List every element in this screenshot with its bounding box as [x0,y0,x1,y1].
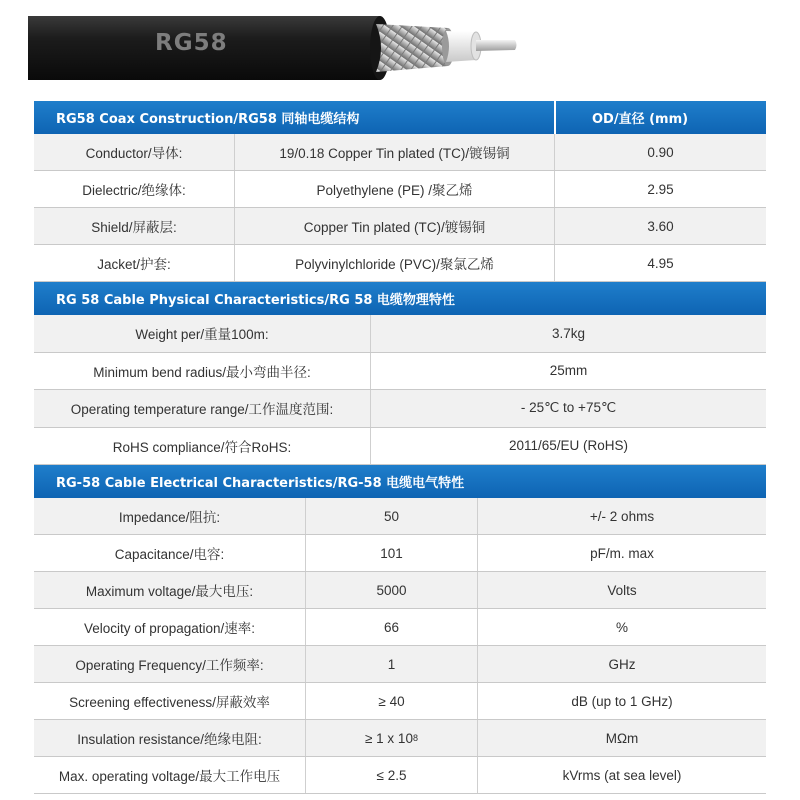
table-row [34,245,766,282]
property-name: RoHS compliance/符合RoHS: [112,439,292,455]
exponent-superscript: 8 [412,733,418,743]
coax-cable-icon [0,0,800,100]
property-name: Maximum voltage/最大电压: [85,584,254,599]
physical-table [34,315,766,465]
property-value: 2011/65/EU (RoHS) [370,428,766,465]
property-value: 101 [305,535,477,571]
property-unit: kVrms (at sea level) [477,757,766,793]
table-row [34,572,766,609]
component-od: 2.95 [554,171,766,207]
component-material: Copper Tin plated (TC)/镀锡铜 [234,208,554,244]
table-row [34,315,766,353]
component-name: Shield/屏蔽层: [91,220,177,235]
property-name: Capacitance/电容: [114,547,225,562]
table-row [34,208,766,245]
construction-title: RG58 Coax Construction/RG58 同轴电缆结构 [56,112,360,127]
table-row [34,646,766,683]
property-value: ≤ 2.5 [305,757,477,793]
component-od: 3.60 [554,208,766,244]
property-name: Impedance/阻抗: [118,510,221,525]
property-value: 66 [305,609,477,645]
component-name: Dielectric/绝缘体: [82,183,186,198]
component-material: Polyethylene (PE) /聚乙烯 [234,171,554,207]
physical-title: RG 58 Cable Physical Characteristics/RG 58 电缆物理特性 [56,293,455,308]
component-material: 19/0.18 Copper Tin plated (TC)/镀锡铜 [234,134,554,170]
property-name: Operating temperature range/工作温度范围: [70,402,334,418]
electrical-table [34,498,766,794]
property-name: Velocity of propagation/速率: [83,621,256,636]
spec-sheet [34,101,766,794]
property-value: 50 [305,498,477,534]
electrical-header [34,465,766,498]
property-name: Screening effectiveness/屏蔽效率 [69,695,270,710]
property-name: Insulation resistance/绝缘电阻: [77,732,262,747]
property-unit: pF/m. max [477,535,766,571]
property-value: ≥ 1 x 10 8 [305,720,477,756]
table-row [34,353,766,391]
property-unit: % [477,609,766,645]
property-value: 5000 [305,572,477,608]
component-name: Jacket/护套: [97,257,171,272]
property-name: Operating Frequency/工作频率: [75,658,264,673]
property-value: ≥ 40 [305,683,477,719]
construction-table [34,134,766,282]
component-name: Conductor/导体: [85,146,183,161]
table-row [34,428,766,466]
table-row [34,683,766,720]
table-row [34,171,766,208]
property-value: - 25℃ to +75℃ [370,390,766,427]
component-od: 0.90 [554,134,766,170]
property-value: 25mm [370,353,766,390]
physical-header [34,282,766,315]
table-row [34,609,766,646]
property-unit: +/- 2 ohms [477,498,766,534]
property-unit: GHz [477,646,766,682]
table-row [34,134,766,171]
table-row [34,390,766,428]
component-od: 4.95 [554,245,766,281]
table-row [34,498,766,535]
property-value: 3.7kg [370,315,766,352]
property-name: Weight per/重量100m: [135,327,269,343]
cable-print-label: RG58 [155,30,228,56]
property-name: Max. operating voltage/最大工作电压 [58,769,281,784]
component-material: Polyvinylchloride (PVC)/聚氯乙烯 [234,245,554,281]
electrical-title: RG-58 Cable Electrical Characteristics/RG-58 电缆电气特性 [56,476,465,491]
od-header: OD/直径 (mm) [554,101,766,134]
construction-header [34,101,766,134]
property-value: 1 [305,646,477,682]
table-row [34,535,766,572]
table-row [34,720,766,757]
property-unit: dB (up to 1 GHz) [477,683,766,719]
property-name: Minimum bend radius/最小弯曲半径: [93,364,311,380]
property-unit: MΩm [477,720,766,756]
cable-illustration [0,0,800,100]
property-unit: Volts [477,572,766,608]
table-row [34,757,766,794]
